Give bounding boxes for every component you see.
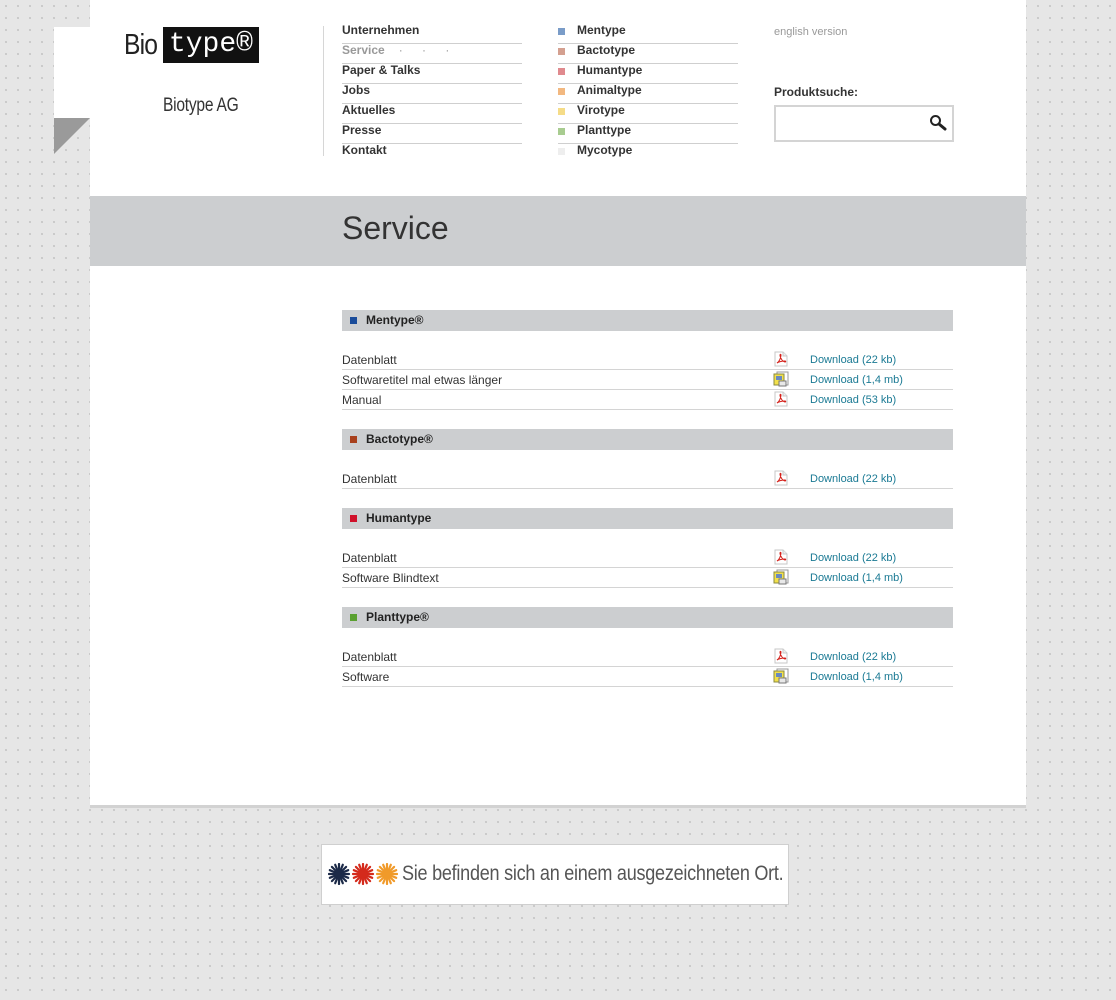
section-title: Mentype®: [366, 313, 424, 327]
nav-item-label: Aktuelles: [342, 103, 396, 117]
product-nav-virotype[interactable]: [558, 104, 738, 124]
download-section: [342, 429, 953, 489]
color-square-icon: [350, 614, 357, 621]
color-square-icon: [558, 28, 565, 35]
logo-flag: [54, 27, 90, 118]
color-square-icon: [350, 317, 357, 324]
nav-item-service[interactable]: [342, 44, 522, 64]
download-row: [342, 548, 953, 568]
section-title: Planttype®: [366, 610, 429, 624]
download-row: [342, 469, 953, 489]
search-label: Produktsuche:: [774, 85, 859, 99]
nav-item-unternehmen[interactable]: [342, 24, 522, 44]
nav-item-presse[interactable]: [342, 124, 522, 144]
color-square-icon: [558, 108, 565, 115]
software-file-icon: [773, 668, 789, 684]
product-search-input[interactable]: [780, 111, 924, 137]
main-navigation: [342, 24, 522, 163]
document-label: Manual: [342, 393, 382, 407]
product-nav-bactotype[interactable]: [558, 44, 738, 64]
search-icon[interactable]: [928, 113, 948, 133]
section-header: [342, 508, 953, 529]
document-label: Datenblatt: [342, 472, 397, 486]
download-link[interactable]: Download (1,4 mb): [810, 374, 903, 386]
nav-item-label: Kontakt: [342, 143, 387, 157]
download-row: [342, 390, 953, 410]
document-label: Software Blindtext: [342, 571, 439, 585]
document-label: Software: [342, 670, 390, 684]
download-link[interactable]: Download (1,4 mb): [810, 572, 903, 584]
product-nav-label: Mycotype: [577, 143, 633, 157]
nav-item-label: Unternehmen: [342, 23, 420, 37]
product-nav-label: Virotype: [577, 103, 625, 117]
software-file-icon: [773, 569, 789, 585]
download-row: [342, 568, 953, 588]
product-nav-label: Mentype: [577, 23, 626, 37]
flowers-icon: [328, 863, 398, 885]
section-header: [342, 310, 953, 331]
product-nav-label: Planttype: [577, 123, 632, 137]
document-label: Datenblatt: [342, 650, 397, 664]
pdf-icon: [773, 391, 789, 407]
product-search-box: [774, 105, 954, 142]
section-header: [342, 607, 953, 628]
nav-item-label: Paper & Talks: [342, 63, 421, 77]
color-square-icon: [350, 436, 357, 443]
product-nav-label: Animaltype: [577, 83, 642, 97]
download-link[interactable]: Download (22 kb): [810, 552, 897, 564]
logo-bio-text: Bio: [124, 28, 158, 61]
product-nav-planttype[interactable]: [558, 124, 738, 144]
color-square-icon: [558, 128, 565, 135]
color-square-icon: [558, 68, 565, 75]
section-header: [342, 429, 953, 450]
banner-text: Sie befinden sich an einem ausgezeichneten Ort.: [402, 862, 784, 885]
color-square-icon: [558, 148, 565, 155]
nav-divider: [323, 26, 324, 156]
download-list: [342, 350, 953, 410]
download-row: [342, 647, 953, 667]
nav-item-label: Presse: [342, 123, 382, 137]
download-link[interactable]: Download (1,4 mb): [810, 671, 903, 683]
pdf-icon: [773, 470, 789, 486]
nav-item-jobs[interactable]: [342, 84, 522, 104]
product-nav-humantype[interactable]: [558, 64, 738, 84]
pdf-icon: [773, 351, 789, 367]
company-name: Biotype AG: [163, 95, 239, 116]
product-nav-mentype[interactable]: [558, 24, 738, 44]
page-title: Service: [342, 210, 449, 246]
software-file-icon: [773, 371, 789, 387]
document-label: Softwaretitel mal etwas länger: [342, 373, 503, 387]
download-link[interactable]: Download (22 kb): [810, 473, 897, 485]
nav-item-aktuelles[interactable]: [342, 104, 522, 124]
service-downloads: [342, 310, 953, 706]
download-row: [342, 370, 953, 390]
active-indicator: · · ·: [398, 43, 458, 57]
section-title: Bactotype®: [366, 432, 433, 446]
product-nav-label: Humantype: [577, 63, 643, 77]
download-row: [342, 667, 953, 687]
document-label: Datenblatt: [342, 353, 397, 367]
download-list: [342, 469, 953, 489]
section-title: Humantype: [366, 511, 432, 525]
download-list: [342, 548, 953, 588]
download-link[interactable]: Download (22 kb): [810, 354, 897, 366]
color-square-icon: [350, 515, 357, 522]
nav-item-label: Service: [342, 43, 385, 57]
download-row: [342, 350, 953, 370]
download-section: [342, 508, 953, 588]
download-section: [342, 310, 953, 410]
award-banner[interactable]: [321, 844, 789, 905]
document-label: Datenblatt: [342, 551, 397, 565]
download-link[interactable]: Download (53 kb): [810, 394, 897, 406]
product-nav-mycotype[interactable]: [558, 144, 738, 163]
nav-item-kontakt[interactable]: [342, 144, 522, 163]
english-version-link[interactable]: english version: [774, 26, 848, 38]
logo-type-text: type®: [163, 27, 259, 63]
product-navigation: [558, 24, 738, 163]
pdf-icon: [773, 549, 789, 565]
product-nav-animaltype[interactable]: [558, 84, 738, 104]
logo-fold: [54, 118, 90, 154]
download-list: [342, 647, 953, 687]
download-section: [342, 607, 953, 687]
download-link[interactable]: Download (22 kb): [810, 651, 897, 663]
nav-item-label: Jobs: [342, 83, 371, 97]
nav-item-paper-talks[interactable]: [342, 64, 522, 84]
color-square-icon: [558, 48, 565, 55]
pdf-icon: [773, 648, 789, 664]
logo[interactable]: [124, 27, 259, 63]
title-band: [90, 196, 1026, 266]
color-square-icon: [558, 88, 565, 95]
product-nav-label: Bactotype: [577, 43, 636, 57]
